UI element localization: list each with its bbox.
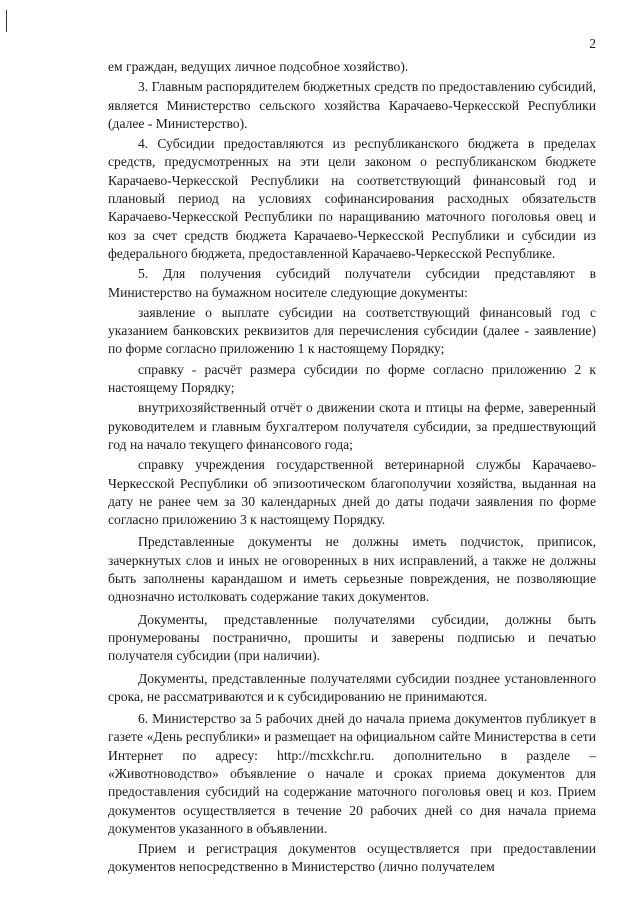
paragraph-registration: Прием и регистрация документов осуществляется при предоставлении документов непосредственно в Министерство (лично получателем bbox=[108, 841, 596, 875]
paragraph-item-4: 4. Субсидии предоставляются из республиканского бюджета в пределах средств, предусмотренных на эти цели законом о республиканском бюджете Карачаево-Черкесской Республики на соответствующий финансовый год и плановый период на условиях софинансирования расходных обязательств Карачаево-Черкесской Республики по наращиванию маточного поголовья овец и коз за счет средств бюджета Карачаево-Черкесской Республики и субсидии из федерального бюджета, предоставленной Карачаево-Черкесской Республике. bbox=[108, 136, 596, 261]
document-list-item-application: заявление о выплате субсидии на соответствующий финансовый год с указанием банковских реквизитов для перечисления субсидии (далее - заявление) по форме согласно приложению 1 к настоящему Порядку; bbox=[108, 304, 596, 357]
paragraph-numbering: Документы, представленные получателями субсидии, должны быть пронумерованы постранично, прошиты и заверены подписью и печатью получателя субсидии (при наличии). bbox=[108, 611, 596, 664]
margin-mark bbox=[6, 10, 7, 32]
paragraph-item-5: 5. Для получения субсидий получатели субсидии представляют в Министерство на бумажном носителе следующие документы: bbox=[108, 266, 596, 300]
document-body bbox=[108, 58, 596, 879]
paragraph-item-6: 6. Министерство за 5 рабочих дней до начала приема документов публикует в газете «День республики» и размещает на официальном сайте Министерства в сети Интернет по адресу: http://mcxkchr.ru. дополнительно в разделе – «Животноводство» объявление о начале и сроках приема документов для предоставления субсидий на содержание маточного поголовья овец и коз. Прием документов осуществляется в течение 20 рабочих дней со дня начала приема документов указанного в объявлении. bbox=[108, 711, 596, 836]
document-list-item-vet-certificate: справку учреждения государственной ветеринарной службы Карачаево-Черкесской Республики об эпизоотическом благополучии хозяйства, выданная на дату не ранее чем за 30 календарных дней до даты подачи заявления по форме согласно приложению 3 к настоящему Порядку. bbox=[108, 457, 596, 528]
paragraph-item-3: 3. Главным распорядителем бюджетных средств по предоставлению субсидий, является Министерство сельского хозяйства Карачаево-Черкесской Республики (далее - Министерство). bbox=[108, 79, 596, 131]
paragraph-continuation: ем граждан, ведущих личное подсобное хозяйство). bbox=[108, 59, 409, 74]
paragraph-requirements: Представленные документы не должны иметь подчисток, приписок, зачеркнутых слов и иных не оговоренных в них исправлений, а также не должны быть заполнены карандашом и иметь серьезные повреждения, не позволяющие однозначно истолковать содержание таких документов. bbox=[108, 534, 596, 605]
page-number: 2 bbox=[589, 36, 596, 51]
paragraph-late-documents: Документы, представленные получателями субсидии позднее установленного срока, не рассматриваются и к субсидированию не принимаются. bbox=[108, 670, 596, 704]
document-list-item-report: внутрихозяйственный отчёт о движении скота и птицы на ферме, заверенный руководителем и главным бухгалтером получателя субсидии, за предшествующий год на начало текущего финансового года; bbox=[108, 400, 596, 452]
document-list-item-calculation: справку - расчёт размера субсидии по форме согласно приложению 2 к настоящему Порядку; bbox=[108, 361, 596, 396]
